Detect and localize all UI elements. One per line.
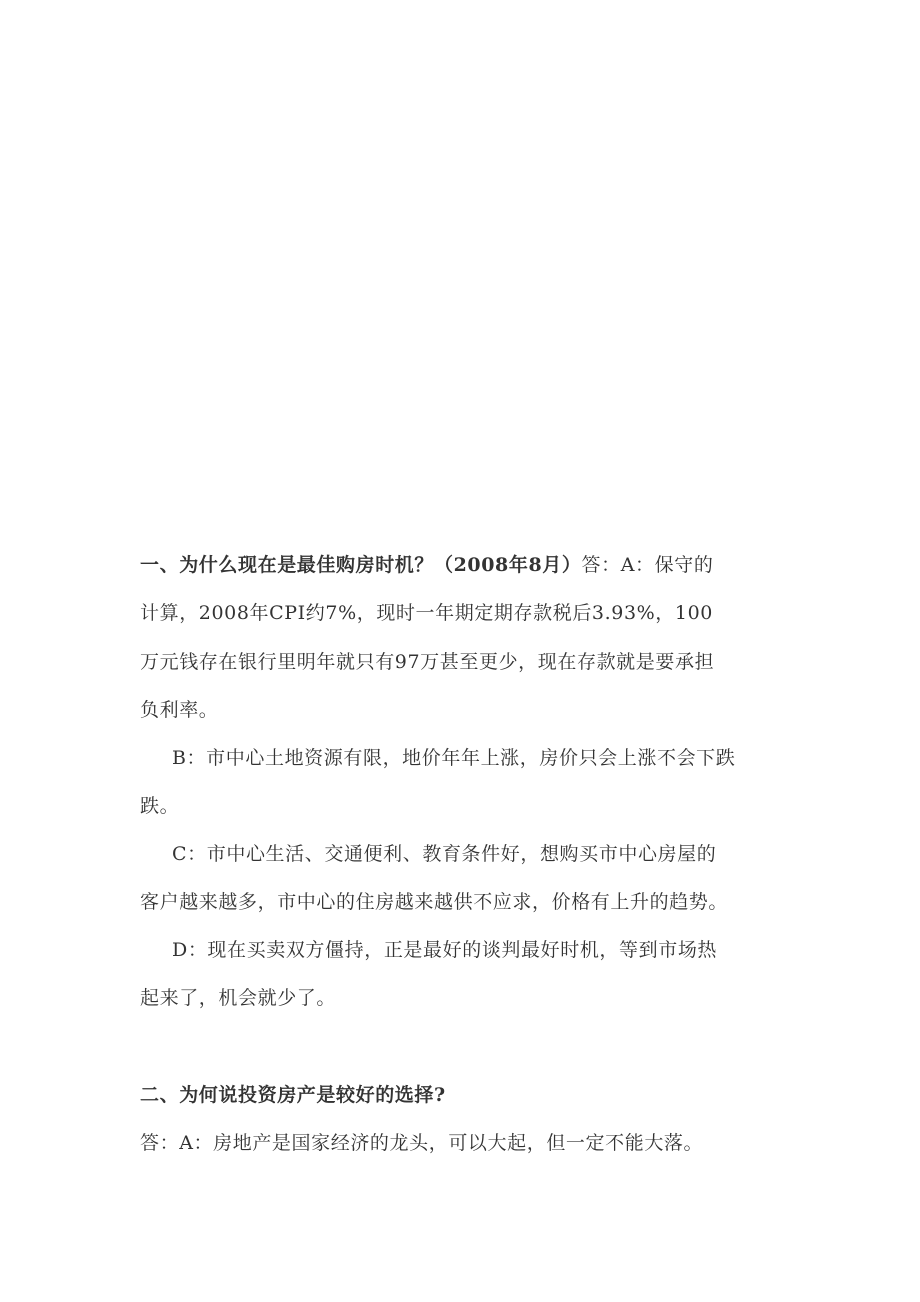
answer-1a-line-2: 计算，2008年CPI约7%，现时一年期定期存款税后3.93%，100 xyxy=(140,602,713,624)
answer-1c-line-1: C：市中心生活、交通便利、教育条件好，想购买市中心房屋的 xyxy=(172,843,717,865)
answer-1-prefix: 答：A：保守的 xyxy=(581,554,714,576)
answer-1a-line-3: 万元钱存在银行里明年就只有97万甚至更少，现在存款就是要承担 xyxy=(140,651,715,673)
question-2-heading: 二、为何说投资房产是较好的选择? xyxy=(140,1084,446,1106)
answer-1b-line-1: B：市中心土地资源有限，地价年年上涨，房价只会上涨不会下跌 xyxy=(172,747,736,769)
answer-1a-line-4: 负利率。 xyxy=(140,699,219,721)
answer-1c-line-2: 客户越来越多，市中心的住房越来越供不应求，价格有上升的趋势。 xyxy=(140,891,729,913)
answer-1d-line-1: D：现在买卖双方僵持，正是最好的谈判最好时机，等到市场热 xyxy=(172,939,718,961)
question-1-heading: 一、为什么现在是最佳购房时机？（2008年8月） xyxy=(140,554,582,576)
answer-1b-line-2: 跌。 xyxy=(140,795,180,817)
answer-2a-line-1: 答：A：房地产是国家经济的龙头，可以大起，但一定不能大落。 xyxy=(140,1132,704,1154)
answer-1d-line-2: 起来了，机会就少了。 xyxy=(140,987,337,1009)
question-1-line xyxy=(140,550,713,580)
